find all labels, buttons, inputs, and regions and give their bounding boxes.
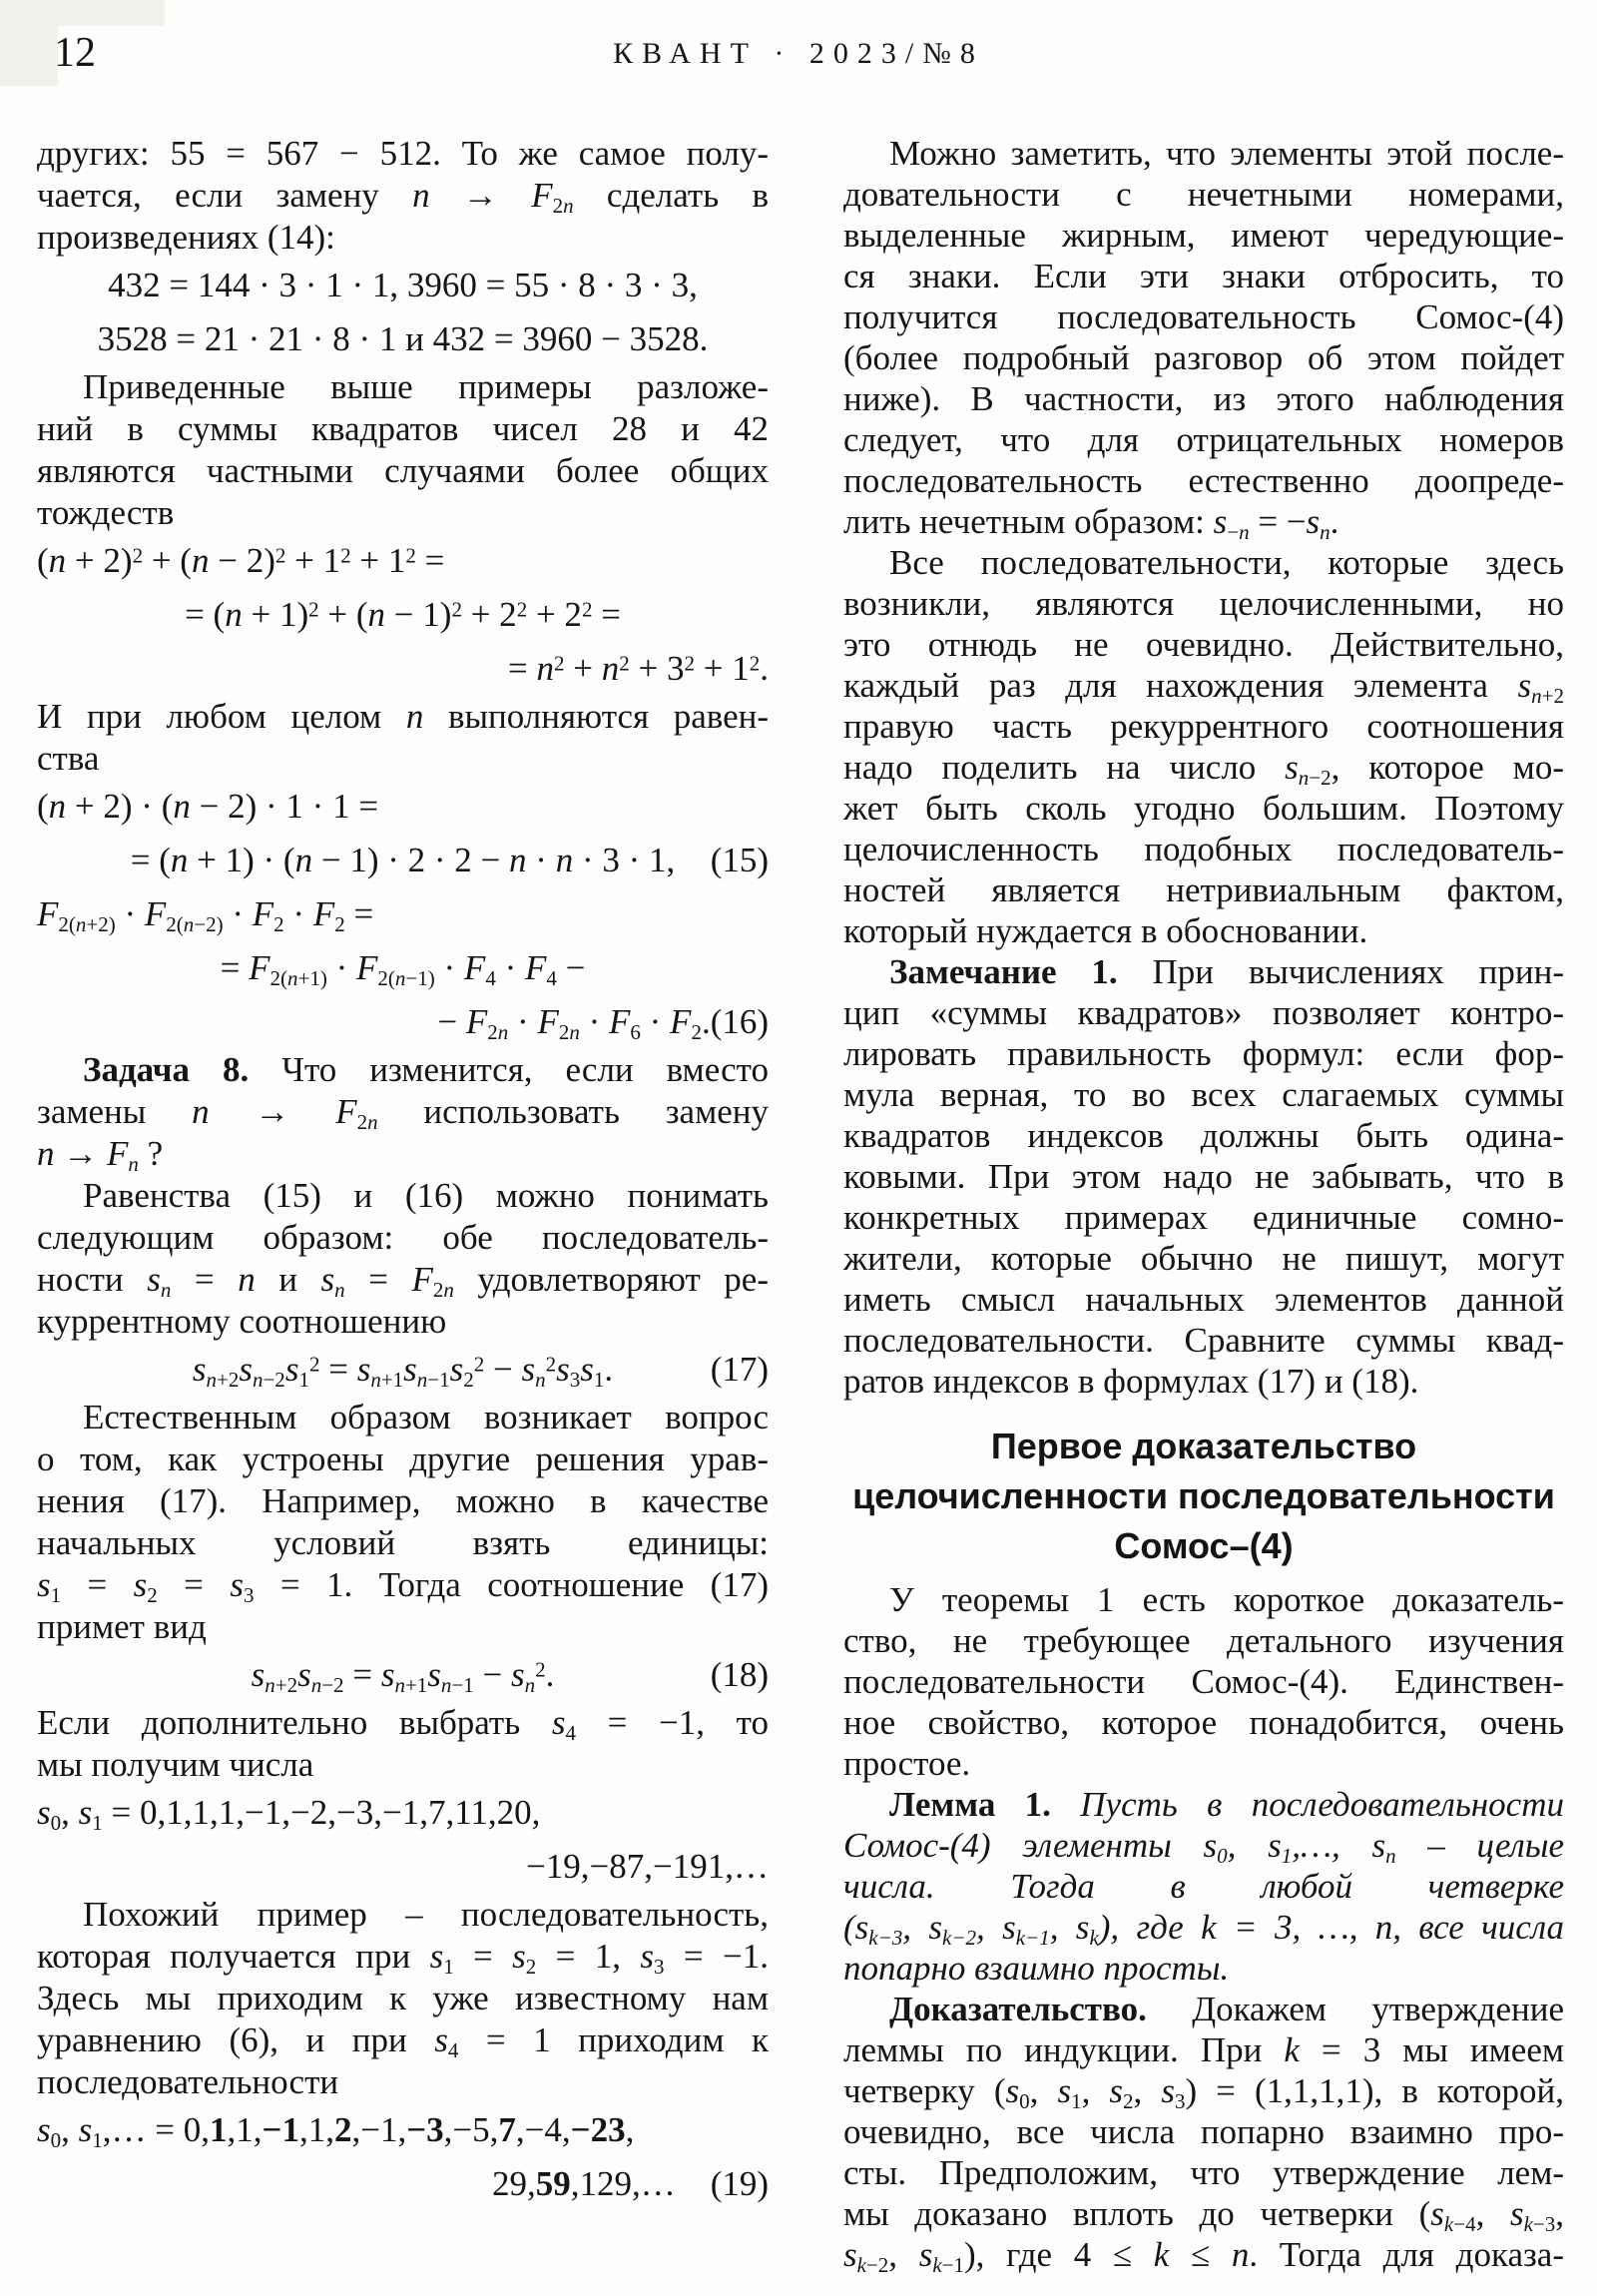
text-line: ковыми. При этом надо не забывать, что в <box>843 1157 1564 1196</box>
text-line: жители, которые обычно не пишут, могут <box>843 1239 1564 1278</box>
text-line: куррентному соотношению <box>37 1302 447 1341</box>
text-line: Можно заметить, что элементы этой после- <box>889 134 1564 173</box>
text-line: последовательности <box>37 2062 339 2101</box>
equation-line: $s_0$, $s_1 = 0,1,1,1,-1,-2,-3,-1,7,11,20$, <box>37 1793 541 1835</box>
section-heading-line: целочисленности последовательности <box>852 1475 1555 1516</box>
text-line: правую часть рекуррентного соотношения <box>843 707 1564 746</box>
text-line: получится последовательность Сомос-(4) <box>843 297 1564 336</box>
equation-line: 29,59,129,… (19) <box>491 2164 769 2203</box>
text-line: $n \to F_n$ ? <box>37 1134 164 1176</box>
journal-header: КВАНТ · 2023/№8 <box>613 37 984 70</box>
text-line: замены $n \to F_{2n}$ использовать замену <box>37 1092 770 1134</box>
equation-line: = $(n + 1)^2 + (n - 1)^2 + 2^2 + 2^2$ = <box>185 595 621 634</box>
text-line: ности $s_n = n$ и $s_n = F_{2n}$ удовлетворяют ре- <box>37 1260 769 1302</box>
section-heading-line: Сомос–(4) <box>1114 1525 1294 1566</box>
text-line: примет вид <box>37 1607 207 1646</box>
equation-line: = $n^2 + n^2 + 3^2 + 1^2$. <box>508 649 769 688</box>
text-line: Здесь мы приходим к уже известному нам <box>37 1979 769 2017</box>
text-line: жет быть сколь угодно большим. Поэтому <box>843 789 1564 828</box>
equation-line: $s_{n+2}s_{n-2} = s_{n+1}s_{n-1} - s_n^2$. (18) <box>37 1648 769 1702</box>
text-line: произведениях (14): <box>37 218 335 257</box>
right-column <box>843 133 1564 2275</box>
text-line: четверку ($s_0$, $s_1$, $s_2$, $s_3) = (1,1,1,1)$, в которой, <box>843 2071 1565 2113</box>
equation-line: 3528 = 21 · 21 · 8 · 1 и 432 = 3960 − 3528. <box>97 319 709 358</box>
text-line: У теоремы 1 есть короткое доказатель- <box>889 1580 1564 1619</box>
equation-number: (15) <box>710 841 769 879</box>
text-line: последовательности. Сравните суммы квад- <box>843 1321 1564 1360</box>
text-line: ностей является нетривиальным фактом, <box>843 870 1564 909</box>
text-line: являются частными случаями более общих <box>37 451 769 490</box>
text-line: леммы по индукции. При k = 3 мы имеем <box>843 2030 1564 2069</box>
text-line: начальных условий взять единицы: <box>37 1523 769 1562</box>
section-heading-line: Первое доказательство <box>990 1426 1417 1466</box>
page-number: 12 <box>54 30 96 76</box>
equation-number: (18) <box>710 1655 769 1694</box>
text-line: мула верная, то во всех слагаемых суммы <box>843 1075 1564 1114</box>
text-line: цип «суммы квадратов» позволяет контро- <box>843 993 1564 1032</box>
text-line: о том, как устроены другие решения урав- <box>37 1439 769 1478</box>
text-line: ства <box>37 739 100 778</box>
text-line: мы получим числа <box>37 1745 314 1784</box>
text-line: ниже). В частности, из этого наблюдения <box>843 379 1564 418</box>
text-line: следует, что для отрицательных номеров <box>843 420 1564 459</box>
equation-line: $F_{2(n+2)} \cdot F_{2(n-2)} \cdot F_2 \cdot F_2$ = <box>37 894 374 936</box>
text-line: $s_1 = s_2 = s_3 = 1$. Тогда соотношение (17) <box>37 1565 769 1607</box>
text-line: последовательность естественно доопреде- <box>843 461 1564 500</box>
text-line: ратов индексов в формулах (17) и (18). <box>843 1362 1419 1401</box>
left-column <box>37 133 769 2211</box>
text-line: Приведенные выше примеры разложе- <box>83 367 769 406</box>
text-line: квадратов индексов должны быть одина- <box>843 1116 1564 1155</box>
text-line: Все последовательности, которые здесь <box>889 543 1564 582</box>
equation-line: $(n + 2)^2 + (n - 2)^2 + 1^2 + 1^2$ = <box>37 541 445 580</box>
equation-line: $s_0$, $s_1,\dots = 0,1,1,-1,1,2,-1,-3,-5,7,-4,-23$, <box>37 2110 635 2152</box>
equation-line: = (n + 1) · (n − 1) · 2 · 2 − n · n · 3 · 1, (15) <box>37 834 769 887</box>
text-line: Доказательство. Докажем утверждение <box>889 1990 1564 2028</box>
text-line: которая получается при $s_1 = s_2 = 1$, $s_3 = -1$. <box>37 1937 769 1979</box>
text-line: числа. Тогда в любой четверке <box>843 1867 1564 1906</box>
text-line: простое. <box>843 1744 971 1783</box>
text-line: который нуждается в обосновании. <box>843 911 1368 950</box>
text-line: ся знаки. Если эти знаки отбросить, то <box>843 257 1564 295</box>
text-line: ство, не требующее детального изучения <box>843 1621 1564 1660</box>
text-line: Сомос-(4) элементы $s_0$, $s_1,\dots$, $s_n$ – целые <box>843 1826 1564 1868</box>
text-line: ($s_{k-3}$, $s_{k-2}$, $s_{k-1}$, $s_k$), где k = 3, …, n, все числа <box>843 1908 1565 1950</box>
equation-line: $s_{n+2}s_{n-2}s_1^2 = s_{n+1}s_{n-1}s_2^2 - s_n^2s_3s_1$. (17) <box>37 1343 769 1397</box>
text-line: каждый раз для нахождения элемента $s_{n+2}$ <box>843 666 1564 708</box>
text-line: ное свойство, которое понадобится, очень <box>843 1703 1564 1742</box>
equation-line: (n + 2) · (n − 2) · 1 · 1 = <box>37 787 379 826</box>
text-line: других: 55 = 567 − 512. То же самое полу- <box>37 134 769 173</box>
text-line: (более подробный разговор об этом пойдет <box>843 338 1564 377</box>
text-line: тождеств <box>37 493 175 532</box>
text-line: это отнюдь не очевидно. Действительно, <box>843 625 1564 664</box>
text-line: конкретных примерах единичные сомно- <box>843 1198 1564 1237</box>
text-line: мы доказано вплоть до четверки ($s_{k-4}$, $s_{k-3}$, <box>843 2194 1565 2236</box>
equation-line: 432 = 144 · 3 · 1 · 1, 3960 = 55 · 8 · 3 · 3, <box>108 266 698 304</box>
scan-artifact <box>0 0 165 26</box>
text-line: Лемма 1. Пусть в последовательности <box>889 1785 1564 1824</box>
text-line: лировать правильность формул: если фор- <box>843 1034 1564 1073</box>
text-line: ний в суммы квадратов чисел 28 и 42 <box>37 409 769 448</box>
text-line: последовательности Сомос-(4). Единствен- <box>843 1662 1564 1701</box>
text-line: целочисленность подобных последователь- <box>843 830 1564 868</box>
text-line: довательности с нечетными номерами, <box>843 175 1564 214</box>
text-line: следующим образом: обе последователь- <box>37 1218 769 1257</box>
text-line: Если дополнительно выбрать $s_4 = -1$, то <box>37 1703 769 1745</box>
text-line: Замечание 1. При вычислениях прин- <box>889 952 1564 991</box>
text-line: нения (17). Например, можно в качестве <box>37 1481 769 1520</box>
text-line: лить нечетным образом: $s_{-n} = -s_n$. <box>843 502 1339 544</box>
text-line: Естественным образом возникает вопрос <box>83 1398 769 1436</box>
text-line: Задача 8. Что изменится, если вместо <box>83 1050 769 1089</box>
text-line: попарно взаимно просты. <box>843 1949 1230 1988</box>
equation-number: (17) <box>710 1350 769 1389</box>
text-line: Равенства (15) и (16) можно понимать <box>83 1176 769 1215</box>
text-line: И при любом целом n выполняются равен- <box>37 697 769 736</box>
text-line: очевидно, все числа попарно взаимно про- <box>843 2112 1564 2151</box>
equation-line: −19,−87,−191,… <box>526 1847 769 1886</box>
text-line: $s_{k-2}$, $s_{k-1}$), где 4 ≤ k ≤ n. Тогда для доказа- <box>843 2235 1564 2277</box>
text-line: надо поделить на число $s_{n-2}$, которое мо- <box>843 748 1564 790</box>
text-line: сты. Предположим, что утверждение лем- <box>843 2153 1564 2192</box>
equation-line: − $F_{2n} \cdot F_{2n} \cdot F_6 \cdot F_2.(16)$ <box>437 1002 769 1044</box>
text-line: уравнению (6), и при $s_4 = 1$ приходим к <box>37 2020 769 2062</box>
text-line: Похожий пример – последовательность, <box>83 1895 769 1934</box>
text-line: возникли, являются целочисленными, но <box>843 584 1564 623</box>
text-line: выделенные жирным, имеют чередующие- <box>843 216 1564 255</box>
text-line: иметь смысл начальных элементов данной <box>843 1280 1564 1319</box>
equation-line: = $F_{2(n+1)} \cdot F_{2(n-1)} \cdot F_4 \cdot F_4$ − <box>220 948 586 990</box>
text-line: чается, если замену $n \to F_{2n}$ сделать в <box>37 176 769 218</box>
